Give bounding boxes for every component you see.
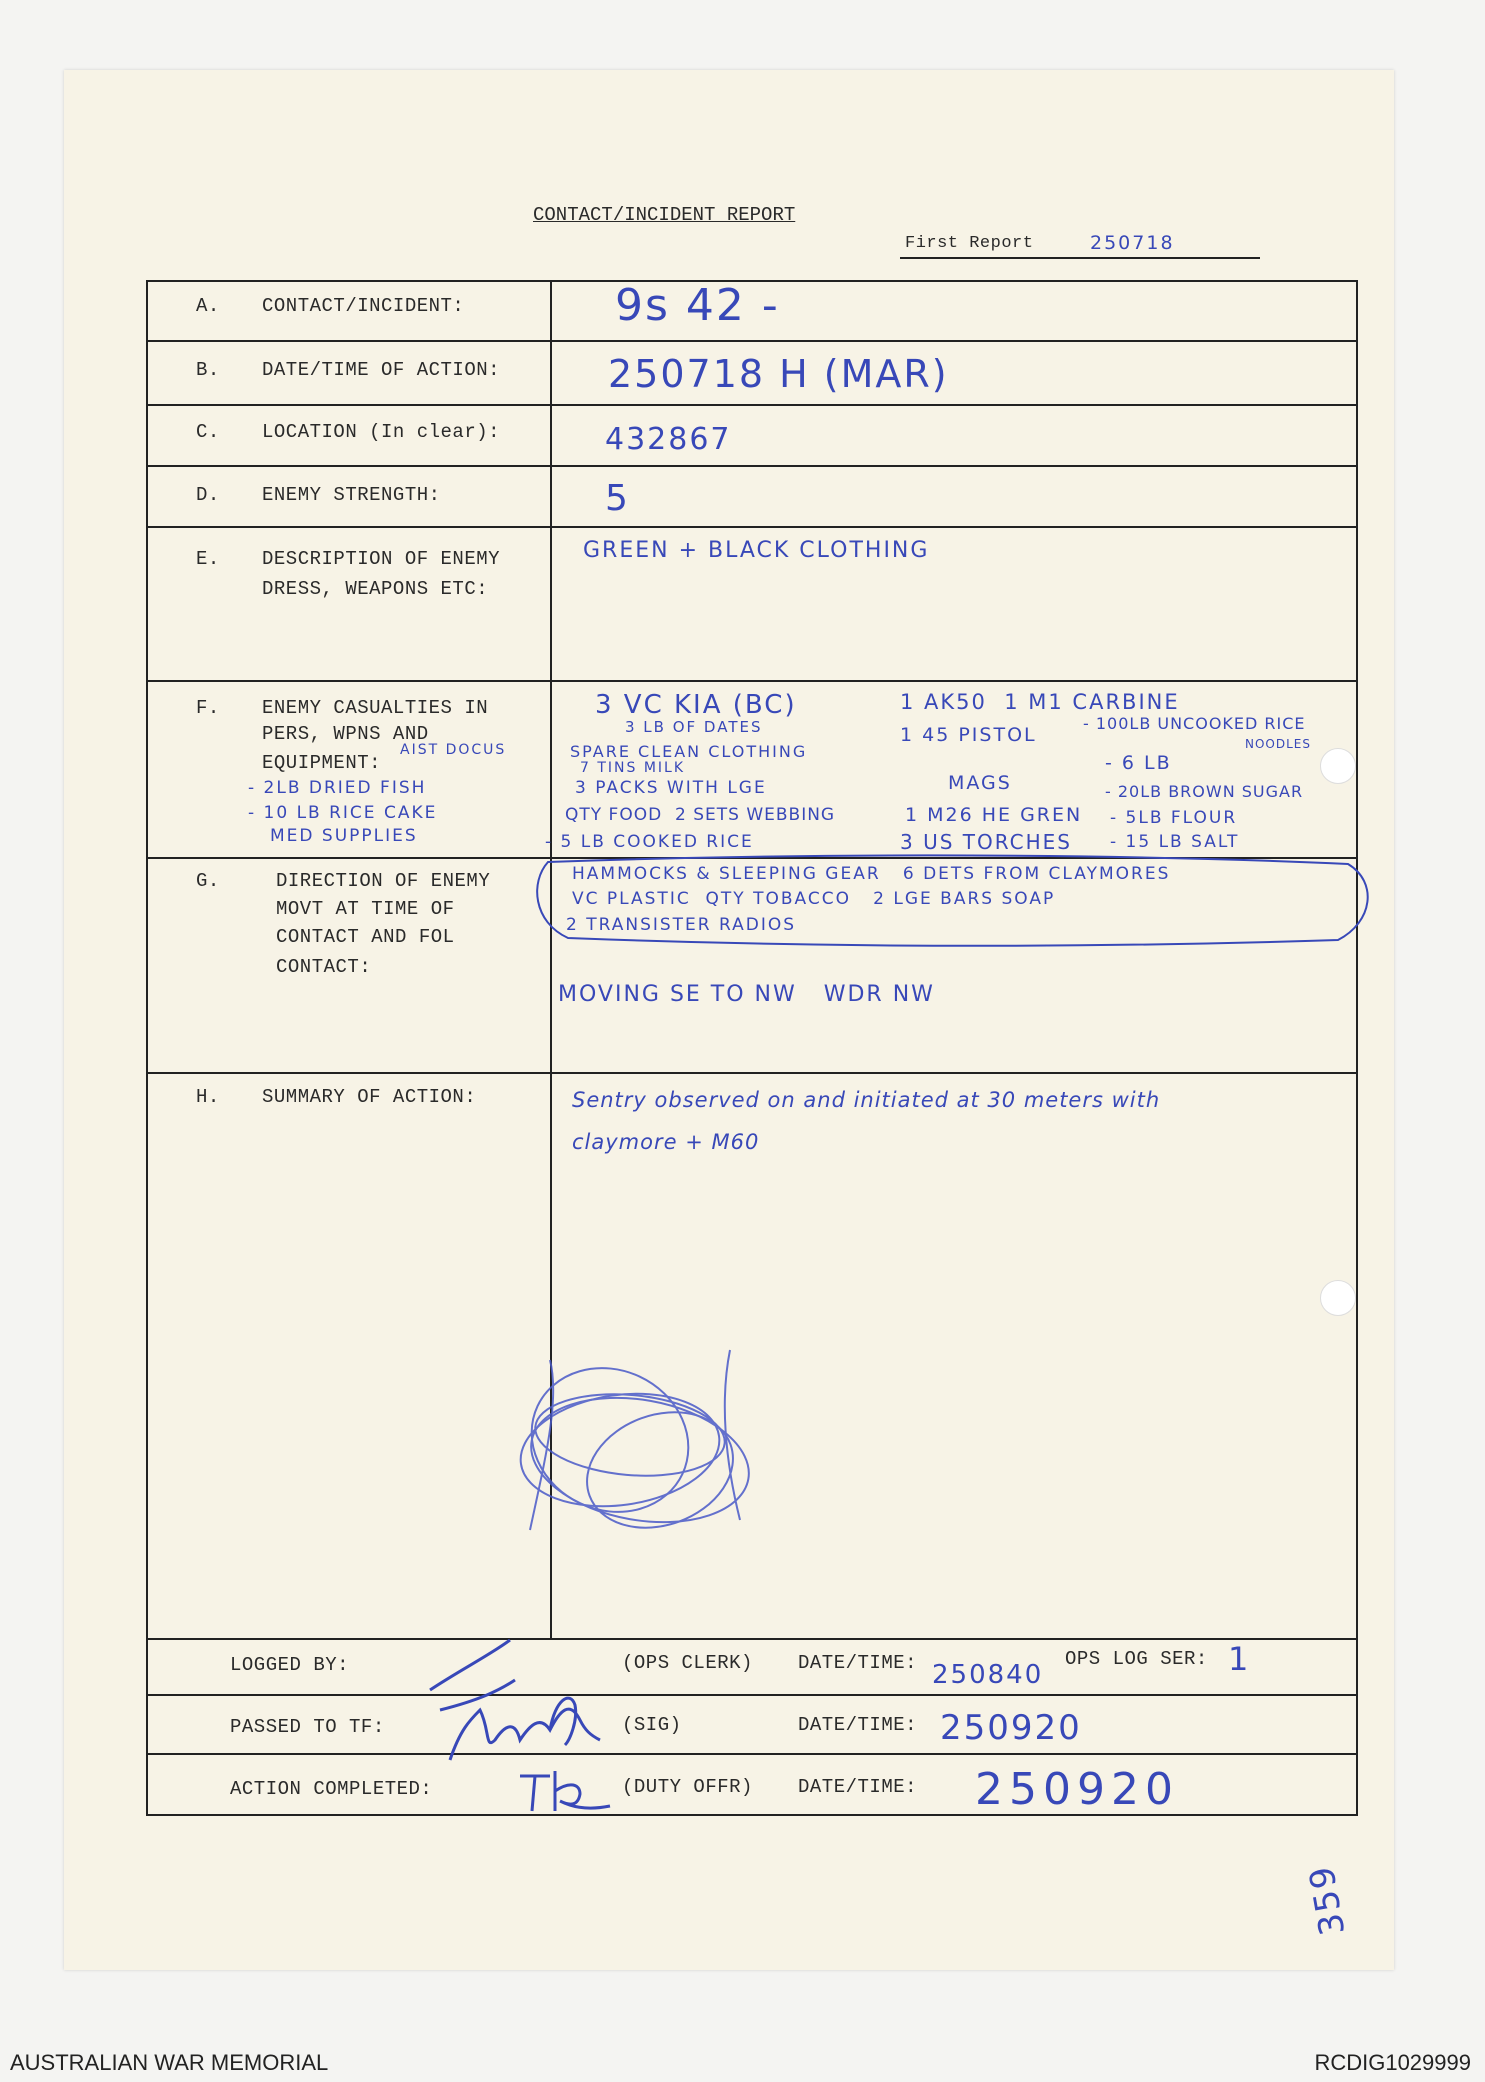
casualty-item: - 20LB BROWN SUGAR — [1105, 782, 1304, 801]
casualty-item: 1 AK50 1 M1 CARBINE — [900, 690, 1180, 714]
row-h-value-line2: claymore + M60 — [572, 1130, 760, 1154]
passed-to-tf-label: PASSED TO TF: — [230, 1716, 385, 1738]
punch-hole — [1320, 1280, 1356, 1316]
casualty-item: 3 VC KIA (BC) — [595, 690, 797, 720]
ops-log-ser-label: OPS LOG SER: — [1065, 1648, 1208, 1670]
row-g-label-line4: CONTACT: — [276, 956, 372, 978]
table-border-right — [1356, 280, 1358, 1816]
casualty-continued: 2 TRANSISTER RADIOS — [566, 915, 797, 935]
row-g-letter: G. — [196, 870, 220, 892]
logged-by-dt-label: DATE/TIME: — [798, 1652, 918, 1674]
row-d-value: 5 — [605, 478, 630, 519]
passed-to-tf-dt-label: DATE/TIME: — [798, 1714, 918, 1736]
row-a-value: 9s 42 - — [615, 280, 780, 331]
casualty-item: 7 TINS MILK — [580, 760, 686, 776]
row-f-label-line2: PERS, WPNS AND — [262, 723, 429, 745]
row-b-value: 250718 H (MAR) — [608, 352, 949, 396]
row-c-letter: C. — [196, 421, 220, 443]
row-h-label: SUMMARY OF ACTION: — [262, 1086, 477, 1108]
casualty-item: 1 45 PISTOL — [900, 724, 1037, 746]
row-g-label-line3: CONTACT AND FOL — [276, 926, 455, 948]
first-report-label: First Report — [905, 234, 1034, 253]
casualty-item: - 100LB UNCOOKED RICE — [1083, 714, 1306, 733]
row-h-letter: H. — [196, 1086, 220, 1108]
casualty-item: 3 LB OF DATES — [625, 718, 763, 736]
action-completed-dt-value: 250920 — [975, 1764, 1179, 1815]
casualty-item: NOODLES — [1245, 737, 1311, 751]
signature-logged-by — [420, 1630, 620, 1780]
row-f-label-line3: EQUIPMENT: — [262, 752, 382, 774]
row-b-label: DATE/TIME OF ACTION: — [262, 359, 501, 381]
punch-hole — [1320, 748, 1356, 784]
casualty-note: - 10 LB RICE CAKE — [248, 803, 438, 823]
table-border-left — [146, 280, 148, 1816]
row-f-letter: F. — [196, 697, 220, 719]
row-a-label: CONTACT/INCIDENT: — [262, 295, 465, 317]
casualty-item: 3 PACKS WITH LGE — [575, 778, 767, 798]
action-completed-label: ACTION COMPLETED: — [230, 1778, 433, 1800]
archive-id: RCDIG1029999 — [1314, 2050, 1471, 2075]
casualty-continued: VC PLASTIC QTY TOBACCO 2 LGE BARS SOAP — [572, 889, 1056, 909]
row-e-label-line1: DESCRIPTION OF ENEMY — [262, 548, 501, 570]
casualty-item: - 6 LB — [1105, 752, 1172, 774]
casualty-item: 3 US TORCHES — [900, 830, 1072, 854]
row-g-value: MOVING SE TO NW WDR NW — [558, 982, 935, 1007]
casualty-item: SPARE CLEAN CLOTHING — [570, 742, 808, 761]
casualty-item: - 15 LB SALT — [1110, 832, 1240, 852]
row-d-label: ENEMY STRENGTH: — [262, 484, 441, 506]
casualty-item: - 5LB FLOUR — [1110, 808, 1238, 828]
row-b-letter: B. — [196, 359, 220, 381]
circled-annotation — [528, 852, 1378, 952]
row-e-letter: E. — [196, 548, 220, 570]
ops-log-ser-value: 1 — [1228, 1640, 1251, 1678]
passed-to-tf-dt-value: 250920 — [940, 1708, 1082, 1748]
row-c-label: LOCATION (In clear): — [262, 421, 501, 443]
casualty-continued: HAMMOCKS & SLEEPING GEAR 6 DETS FROM CLAYMORES — [572, 864, 1171, 884]
casualty-item: 1 M26 HE GREN — [905, 804, 1083, 826]
casualty-item: QTY FOOD 2 SETS WEBBING — [565, 805, 836, 825]
action-completed-dt-label: DATE/TIME: — [798, 1776, 918, 1798]
page-number: 359 — [1301, 1861, 1354, 1939]
first-report-underline — [900, 257, 1260, 259]
archive-name: AUSTRALIAN WAR MEMORIAL — [10, 2050, 329, 2075]
logged-by-dt-value: 250840 — [932, 1660, 1044, 1690]
signature-duty-officer — [510, 1766, 620, 1816]
passed-to-tf-role: (SIG) — [622, 1714, 682, 1736]
row-c-value: 432867 — [605, 422, 732, 457]
row-h-value-line1: Sentry observed on and initiated at 30 meters with — [572, 1088, 1161, 1112]
casualty-item: MAGS — [948, 772, 1012, 794]
casualty-note: - 2LB DRIED FISH — [248, 778, 427, 798]
casualty-item: - 5 LB COOKED RICE — [545, 832, 754, 852]
casualty-note: AIST DOCUS — [400, 742, 507, 758]
logged-by-role: (OPS CLERK) — [622, 1652, 753, 1674]
row-e-value: GREEN + BLACK CLOTHING — [583, 538, 930, 563]
report-title: CONTACT/INCIDENT REPORT — [533, 204, 796, 226]
row-a-letter: A. — [196, 295, 220, 317]
logged-by-label: LOGGED BY: — [230, 1654, 350, 1676]
casualty-note: MED SUPPLIES — [270, 826, 418, 846]
scribble-mark — [490, 1340, 790, 1570]
row-f-label-line1: ENEMY CASUALTIES IN — [262, 697, 489, 719]
action-completed-role: (DUTY OFFR) — [622, 1776, 753, 1798]
row-g-label-line2: MOVT AT TIME OF — [276, 898, 455, 920]
row-d-letter: D. — [196, 484, 220, 506]
first-report-value: 250718 — [1090, 232, 1175, 254]
row-g-label-line1: DIRECTION OF ENEMY — [276, 870, 491, 892]
row-e-label-line2: DRESS, WEAPONS ETC: — [262, 578, 489, 600]
